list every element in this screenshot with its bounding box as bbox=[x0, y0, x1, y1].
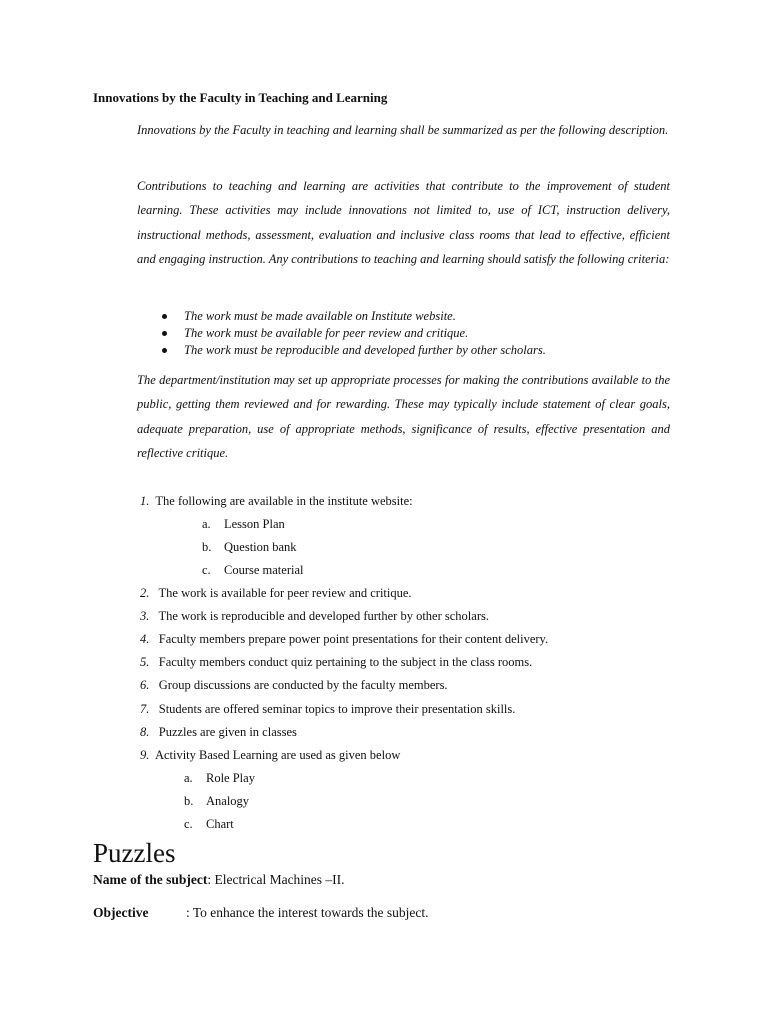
sub-item bbox=[184, 817, 234, 832]
sub-item-text: Analogy bbox=[206, 794, 250, 808]
numbered-item bbox=[140, 494, 413, 509]
numbered-item bbox=[140, 702, 515, 717]
numbered-item bbox=[140, 725, 297, 740]
item-text: Activity Based Learning are used as given below bbox=[154, 748, 401, 762]
item-text: Puzzles are given in classes bbox=[158, 725, 297, 739]
objective-value: : To enhance the interest towards the subject. bbox=[186, 905, 429, 920]
puzzles-title: Puzzles bbox=[93, 838, 176, 868]
item-number: 6. bbox=[140, 678, 150, 692]
item-number: 9. bbox=[140, 748, 150, 762]
item-text: Group discussions are conducted by the faculty members. bbox=[158, 678, 448, 692]
criteria-item: The work must be made available on Institute website. bbox=[160, 308, 546, 325]
item-text: Faculty members conduct quiz pertaining to the subject in the class rooms. bbox=[158, 655, 533, 669]
numbered-item bbox=[140, 632, 548, 647]
item-text: The work is reproducible and developed further by other scholars. bbox=[158, 609, 489, 623]
sub-item-letter: b. bbox=[184, 794, 194, 808]
item-text: Students are offered seminar topics to improve their presentation skills. bbox=[158, 702, 516, 716]
criteria-item: The work must be reproducible and developed further by other scholars. bbox=[160, 342, 546, 359]
intro-paragraph: Innovations by the Faculty in teaching and learning shall be summarized as per the following description. bbox=[137, 123, 669, 137]
item-text: Faculty members prepare power point presentations for their content delivery. bbox=[158, 632, 549, 646]
item-text: The following are available in the institute website: bbox=[155, 494, 413, 508]
numbered-item bbox=[140, 586, 412, 601]
numbered-item bbox=[140, 609, 489, 624]
contributions-paragraph: Contributions to teaching and learning are activities that contribute to the improvement of student learning. These activities may include innovations not limited to, use of ICT, instruction delivery, instructional methods, assessment, evaluation and inclusive class rooms that lead to effective, efficient and engaging instruction. Any contributions to teaching and learning should satisfy the following criteria: bbox=[137, 179, 670, 267]
item-number: 7. bbox=[140, 702, 150, 716]
item-number: 4. bbox=[140, 632, 150, 646]
item-number: 2. bbox=[140, 586, 150, 600]
objective-line bbox=[93, 905, 428, 921]
section-heading: Innovations by the Faculty in Teaching and Learning bbox=[93, 90, 388, 105]
sub-item-text: Role Play bbox=[206, 771, 255, 785]
item-number: 1. bbox=[140, 494, 150, 508]
sub-item-text: Lesson Plan bbox=[224, 517, 285, 531]
subject-line bbox=[93, 872, 345, 888]
item-number: 8. bbox=[140, 725, 150, 739]
sub-item-letter: b. bbox=[202, 540, 212, 554]
sub-item-letter: a. bbox=[202, 517, 211, 531]
subject-value: : Electrical Machines –II. bbox=[207, 872, 345, 887]
item-number: 3. bbox=[140, 609, 150, 623]
criteria-item: The work must be available for peer review and critique. bbox=[160, 325, 546, 342]
numbered-item bbox=[140, 748, 400, 763]
numbered-item bbox=[140, 678, 448, 693]
item-number: 5. bbox=[140, 655, 150, 669]
item-text: The work is available for peer review and critique. bbox=[158, 586, 412, 600]
sub-item-text: Course material bbox=[224, 563, 304, 577]
sub-item bbox=[202, 540, 297, 555]
objective-label: Objective bbox=[93, 905, 149, 920]
sub-item-letter: c. bbox=[184, 817, 193, 831]
subject-label: Name of the subject bbox=[93, 872, 208, 887]
numbered-item bbox=[140, 655, 532, 670]
sub-item bbox=[184, 794, 249, 809]
sub-item-text: Question bank bbox=[224, 540, 297, 554]
sub-item-text: Chart bbox=[206, 817, 234, 831]
sub-item bbox=[202, 563, 304, 578]
criteria-list bbox=[160, 308, 546, 359]
sub-item bbox=[184, 771, 255, 786]
sub-item-letter: c. bbox=[202, 563, 211, 577]
sub-item bbox=[202, 517, 285, 532]
department-paragraph: The department/institution may set up appropriate processes for making the contributions available to the public, getting them reviewed and for rewarding. These may typically include statement of clear goals, adequate preparation, use of appropriate methods, significance of results, effective presentation and reflective critique. bbox=[137, 373, 670, 461]
sub-item-letter: a. bbox=[184, 771, 193, 785]
